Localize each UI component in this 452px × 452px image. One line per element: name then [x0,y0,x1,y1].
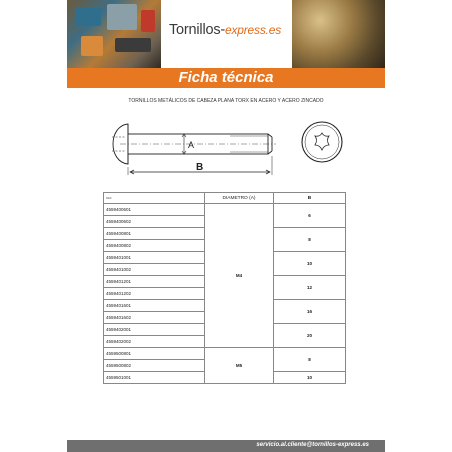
contact-email[interactable]: servicio.al.cliente@tornillos-express.es [256,442,369,448]
column-header-diameter: DIAMETRO (A) [205,193,274,204]
spec-table [103,192,346,384]
screw-diagram [100,112,360,184]
product-code: 4559500801 [104,348,205,360]
product-code: 4559401602 [104,312,205,324]
table-header-row [104,193,346,204]
footer-bar [67,440,385,452]
diameter-cell: M4 [205,204,274,348]
length-cell: 20 [274,324,346,348]
header [67,0,385,68]
table-row [104,348,346,360]
length-cell: 10 [274,252,346,276]
product-code: 4559400802 [104,240,205,252]
product-code: 4559401601 [104,300,205,312]
product-code: 4559401202 [104,288,205,300]
length-cell: 16 [274,300,346,324]
product-code: 4559400601 [104,204,205,216]
table-row [104,204,346,216]
length-cell: 10 [274,372,346,384]
product-code: 4559401001 [104,252,205,264]
dimension-label-a: A [188,140,195,150]
product-code: 4559501001 [104,372,205,384]
brand-name: Tornillos-express.es [169,22,282,38]
product-code: 4559402002 [104,336,205,348]
header-photo-screws [292,0,385,68]
length-cell: 6 [274,204,346,228]
product-code: 4559401002 [104,264,205,276]
product-code: 4559401201 [104,276,205,288]
brand-logo [161,0,292,68]
column-header-ref: REF [104,193,205,204]
dimension-label-b: B [196,162,204,173]
torx-star-icon [315,133,329,150]
product-code: 4559400602 [104,216,205,228]
length-cell: 8 [274,348,346,372]
column-header-length: B [274,193,346,204]
diameter-cell: M5 [205,348,274,384]
header-photo-tools [67,0,161,68]
product-code: 4559402001 [104,324,205,336]
page-title: Ficha técnica [178,69,274,86]
length-cell: 12 [274,276,346,300]
product-code: 4559400801 [104,228,205,240]
product-subtitle: TORNILLOS METÁLICOS DE CABEZA PLANA TORX EN ACERO Y ACERO ZINCADO [128,98,324,104]
length-cell: 8 [274,228,346,252]
product-code: 4559500802 [104,360,205,372]
title-banner [67,68,385,88]
torx-head-view [302,122,342,162]
